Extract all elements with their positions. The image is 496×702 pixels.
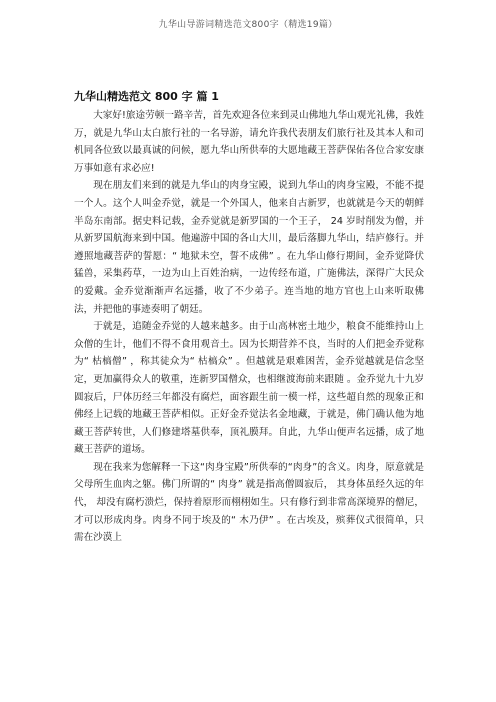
paragraph: 现在朋友们来到的就是九华山的肉身宝殿，说到九华山的肉身宝殿，不能不提一个人。这个人叫金乔觉，就是一个外国人，他来自古新罗，也就就是今天的朝鲜半岛东南部。据史料记载，金乔觉就是新罗国的一个王子， 24 岁时削发为僧，并从新罗国航海来到中国。他遍游中国的各山大川，最后落脚九华山，结庐修行。并遵照地藏菩萨的誓愿：“ 地狱未空，誓不成佛” 。在九华山修行期间，金乔觉降伏猛兽，采集药草，一边为山上百姓治病，一边传经布道，广施佛法，深得广大民众的爱戴。金乔觉渐渐声名远播，收了不少弟子。连当地的地方官也上山来听取佛法，并把他的事迹奏明了朝廷。 <box>74 180 424 315</box>
paragraph: 于就是，追随金乔觉的人越来越多。由于山高林密土地少，粮食不能维持山上众僧的生计，他们不得不食用观音土。因为长期营养不良，当时的人们把金乔觉称为“ 枯槁僧” ，称其徒众为“ 枯槁众” 。但越就是艰难困苦，金乔觉越就是信念坚定，更加赢得众人的敬重，连新罗国僧众，也相继渡海前来跟随 。金乔觉九十九岁圆寂后，尸体历经三年都没有腐烂，面容跟生前一模一样，这些超自然的现象正和佛经上记载的地藏王菩萨相似。正好金乔觉法名金地藏，于就是，佛门确认他为地藏王菩萨转世，人们修建塔墓供奉，顶礼膜拜。自此，九华山便声名远播，成了地藏王菩萨的道场。 <box>74 321 424 456</box>
paragraph: 大家好!旅途劳顿一路辛苦，首先欢迎各位来到灵山佛地九华山观光礼佛，我姓万，就是九华山太白旅行社的一名导游，请允许我代表朋友们旅行社及其本人和司机同各位致以最真诚的问候，愿九华山所供奉的大愿地藏王菩萨保佑各位合家安康万事如意有求必应! <box>74 110 424 174</box>
paragraph: 现在我来为您解释一下这“肉身宝殿”所供奉的“肉身”的含义。肉身，原意就是父母所生血肉之躯。佛门所谓的“ 肉身” 就是指高僧圆寂后， 其身体虽经久远的年代， 却没有腐朽溃烂，保持着原形而栩栩如生。只有修行到非常高深境界的僧尼，才可以形成肉身。肉身不同于埃及的“ 木乃伊” 。在古埃及，殡葬仪式很简单，只需在沙漠上 <box>74 461 424 544</box>
document-header-title: 九华山导游词精选范文800字（精选19篇） <box>158 20 338 30</box>
section-title: 九华山精选范文 800 字 篇 1 <box>74 90 219 103</box>
body-text <box>74 107 424 547</box>
